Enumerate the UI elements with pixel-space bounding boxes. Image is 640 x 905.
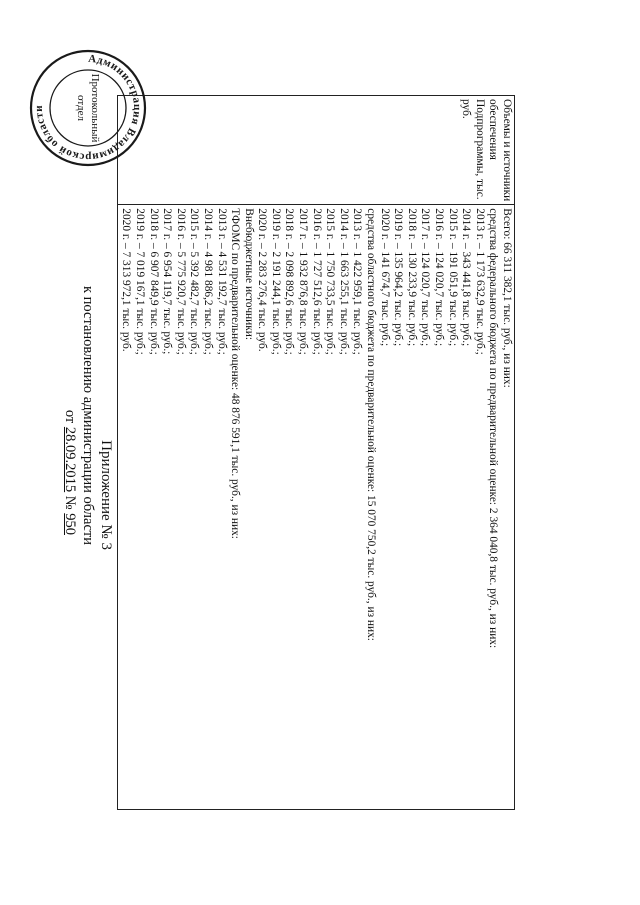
- label-line: обеспечения: [487, 99, 500, 160]
- label-line: руб.: [460, 99, 473, 119]
- year-line: 2013 г. – 1 422 959,1 тыс. руб.;: [351, 208, 364, 355]
- funding-label-cell: [117, 96, 514, 205]
- year-line: 2014 г. – 343 441,8 тыс. руб.;: [460, 208, 473, 347]
- table-row: [117, 96, 514, 810]
- year-line: 2014 г. – 4 981 886,2 тыс. руб.;: [201, 208, 214, 355]
- year-line: 2017 г. – 1 932 876,8 тыс. руб.;: [297, 208, 310, 355]
- appendix-date-line: [61, 410, 79, 535]
- funding-table: [117, 95, 515, 810]
- funding-values-cell: [117, 205, 514, 810]
- appendix-subtitle: к постановлению администрации области: [80, 285, 96, 545]
- year-line: 2016 г. – 1 727 512,6 тыс. руб.;: [310, 208, 323, 355]
- number-label: №: [62, 495, 78, 510]
- appendix-title: Приложение № 3: [98, 440, 114, 550]
- year-line: 2013 г. – 4 531 192,7 тыс. руб.;: [215, 208, 228, 355]
- stamp-center-line2: отдел: [75, 95, 87, 121]
- label-line: Объемы и источники: [501, 99, 513, 202]
- year-line: 2019 г. – 7 019 167,1 тыс. руб.;: [133, 208, 146, 355]
- year-line: 2017 г. – 124 020,7 тыс. руб.;: [419, 208, 432, 347]
- year-line: 2015 г. – 1 750 733,5 тыс. руб.;: [324, 208, 337, 355]
- year-line: 2016 г. – 124 020,7 тыс. руб.;: [433, 208, 446, 347]
- year-line: 2017 г. – 6 954 119,7 тыс. руб.;: [161, 208, 174, 355]
- year-line: 2019 г. – 135 964,2 тыс. руб.;: [392, 208, 405, 347]
- year-line: 2020 г. – 141 674,7 тыс. руб.;: [378, 208, 391, 347]
- stamp-center-line1: Протокольный: [89, 73, 101, 143]
- total-line: Всего: 66 311 382,1 тыс. руб., из них:: [501, 208, 513, 388]
- year-line: 2016 г. – 5 775 920,7 тыс. руб.;: [174, 208, 187, 355]
- year-line: 2015 г. – 5 392 482,7 тыс. руб.;: [188, 208, 201, 355]
- year-line: 2019 г. – 2 191 244,1 тыс. руб.;: [269, 208, 282, 355]
- year-line: 2018 г. – 2 098 892,6 тыс. руб.;: [283, 208, 296, 355]
- date-prefix: от: [62, 409, 78, 424]
- year-line: 2014 г. – 1 663 255,1 тыс. руб.;: [337, 208, 350, 355]
- year-line: 2013 г. – 1 173 632,9 тыс. руб.;: [473, 208, 486, 355]
- official-stamp-icon: [28, 48, 148, 168]
- federal-heading: средства федерального бюджета по предварительной оценке: 2 364 040,8 тыс. руб., из них:: [487, 208, 500, 649]
- decree-date: 28.09.2015: [62, 426, 78, 493]
- extrabudget-heading: Внебюджетные источники:: [242, 208, 255, 341]
- year-line: 2020 г. – 7 313 972,1 тыс. руб.: [120, 208, 133, 352]
- year-line: 2015 г. – 191 051,9 тыс. руб.;: [446, 208, 459, 347]
- tfoms-heading: ТФОМС по предварительной оценке: 48 876 591,1 тыс. руб., из них:: [229, 208, 242, 539]
- year-line: 2018 г. – 6 907 849,9 тыс. руб.;: [147, 208, 160, 355]
- label-line: Подпрограммы, тыс.: [473, 99, 486, 200]
- year-line: 2018 г. – 130 233,9 тыс. руб.;: [405, 208, 418, 347]
- decree-number: 950: [62, 513, 78, 535]
- regional-heading: средства областного бюджета по предварительной оценке: 15 070 750,2 тыс. руб., из них:: [365, 208, 378, 641]
- year-line: 2020 г. – 2 283 276,4 тыс. руб.: [256, 208, 269, 352]
- stamp-ring-text: Администрация Владимирской области: [32, 52, 144, 164]
